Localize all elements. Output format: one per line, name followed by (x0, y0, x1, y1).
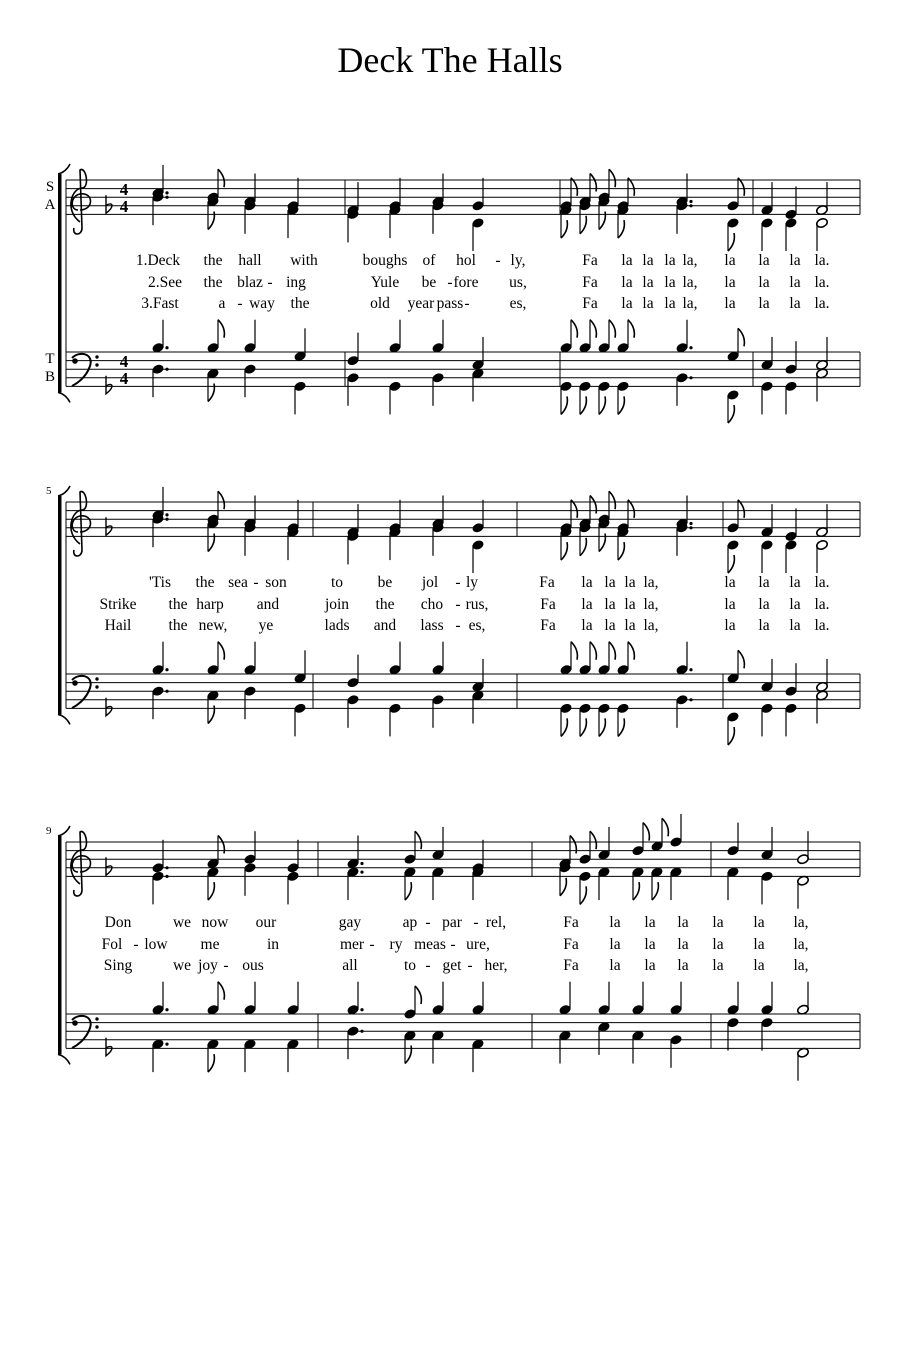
lyric-syllable: la (604, 617, 616, 634)
augmentation-dot (165, 196, 168, 199)
lyric-syllable: - (369, 936, 375, 953)
lyric-syllable: la (753, 936, 765, 953)
augmentation-dot (165, 668, 168, 671)
lyric-syllable: - (425, 957, 431, 974)
lyric-syllable: - (253, 574, 259, 591)
note-flag (415, 831, 421, 849)
note-flag (580, 216, 586, 234)
lyric-syllable: la (724, 574, 736, 591)
bass-clef-icon (72, 1020, 78, 1026)
lyric-syllable: the (290, 295, 310, 312)
lyric-syllable: - (450, 936, 456, 953)
lyric-syllable: - (473, 914, 479, 931)
lyric-syllable: a (218, 295, 226, 312)
lyric-syllable: gay (338, 914, 362, 931)
lyric-syllable: la (789, 617, 801, 634)
lyric-syllable: - (237, 295, 243, 312)
note-flag (628, 320, 634, 338)
augmentation-dot (360, 1008, 363, 1011)
lyric-syllable: la (609, 914, 621, 931)
lyric-syllable: year (407, 295, 435, 312)
lyric-syllable: Fa (582, 252, 598, 269)
lyric-syllable: la (758, 596, 770, 613)
lyric-syllable: la (664, 274, 676, 291)
augmentation-dot (360, 871, 363, 874)
lyric-syllable: la (621, 274, 633, 291)
lyric-syllable: la (789, 252, 801, 269)
lyric-syllable: hol (456, 252, 476, 269)
lyric-syllable: lass (420, 617, 444, 634)
music-system (45, 164, 860, 423)
lyric-syllable: ap (402, 914, 418, 931)
lyric-syllable: la (712, 914, 724, 931)
note-flag (590, 642, 596, 660)
lyric-syllable: Fa (563, 936, 579, 953)
augmentation-dot (689, 376, 692, 379)
lyric-syllable: Fa (540, 596, 556, 613)
lyric-syllable: la, (643, 596, 659, 613)
lyric-syllable: harp (196, 596, 224, 613)
lyric-syllable: la, (793, 957, 809, 974)
lyric-syllable: 3.Fast (141, 295, 179, 312)
lyric-syllable: Fol (101, 936, 123, 953)
note-flag (405, 882, 411, 900)
augmentation-dot (165, 1008, 168, 1011)
lyric-syllable: 2.See (147, 274, 183, 291)
lyric-syllable: our (255, 914, 277, 931)
flat-sign-icon (106, 376, 112, 394)
bracket-icon (58, 1054, 70, 1064)
lyric-syllable: la (724, 252, 736, 269)
voice-label: A (44, 197, 56, 213)
lyric-syllable: la, (793, 914, 809, 931)
lyric-syllable: la, (793, 936, 809, 953)
note-flag (628, 642, 634, 660)
note-flag (728, 405, 734, 423)
voice-label: B (44, 369, 56, 385)
voice-label: T (45, 351, 55, 367)
note-flag (633, 882, 639, 900)
lyric-syllable: the (203, 274, 223, 291)
note-flag (561, 718, 567, 736)
lyric-syllable: la (753, 914, 765, 931)
lyric-syllable: la (789, 295, 801, 312)
lyric-syllable: with (290, 252, 318, 269)
lyric-syllable: jol (421, 574, 439, 591)
augmentation-dot (689, 522, 692, 525)
bass-clef-icon (72, 680, 78, 686)
lyric-syllable: la (677, 914, 689, 931)
lyric-syllable: la (758, 274, 770, 291)
lyric-syllable: ure, (466, 936, 490, 953)
music-system (46, 485, 860, 745)
note-flag (618, 396, 624, 414)
bracket-icon (58, 836, 62, 1054)
lyric-syllable: la (724, 295, 736, 312)
note-flag (208, 1054, 214, 1072)
bass-clef-icon (95, 677, 98, 680)
lyric-syllable: 1.Deck (135, 252, 181, 269)
bracket-icon (58, 392, 70, 402)
lyric-syllable: la (677, 957, 689, 974)
note-flag (618, 220, 624, 238)
lyric-syllable: la (758, 252, 770, 269)
score-title: Deck The Halls (337, 40, 563, 80)
note-flag (580, 396, 586, 414)
lyric-syllable: la (644, 936, 656, 953)
lyric-syllable: la (581, 574, 593, 591)
lyric-syllable: me (200, 936, 220, 953)
lyric-syllable: her, (484, 957, 508, 974)
lyric-syllable: la (724, 274, 736, 291)
lyric-syllable: low (144, 936, 168, 953)
lyric-syllable: join (324, 596, 350, 613)
lyric-syllable: la (621, 252, 633, 269)
bracket-icon (58, 496, 62, 714)
lyric-syllable: la, (682, 274, 698, 291)
augmentation-dot (165, 875, 168, 878)
lyric-syllable: cho (420, 596, 444, 613)
music-system (46, 814, 860, 1081)
lyric-syllable: way (249, 295, 275, 312)
lyric-syllable: - (447, 274, 453, 291)
note-flag (609, 642, 615, 660)
lyric-syllable: we (172, 957, 192, 974)
flat-sign-icon (106, 1038, 112, 1056)
treble-clef-icon (71, 492, 91, 556)
flat-sign-icon (106, 517, 112, 535)
augmentation-dot (165, 513, 168, 516)
note-flag (738, 650, 744, 668)
bass-clef-icon (95, 1025, 98, 1028)
lyric-syllable: be (377, 574, 393, 591)
lyric-syllable: la (724, 596, 736, 613)
lyric-syllable: la (677, 936, 689, 953)
lyric-syllable: lads (324, 617, 350, 634)
measure-number: 9 (46, 825, 52, 837)
lyric-syllable: of (422, 252, 436, 269)
note-flag (618, 542, 624, 560)
measure-number: 5 (46, 485, 52, 497)
lyric-syllable: boughs (362, 252, 408, 269)
lyric-syllable: - (464, 295, 470, 312)
flat-sign-icon (106, 195, 112, 213)
lyric-syllable: es, (509, 295, 527, 312)
lyric-syllable: la (644, 957, 656, 974)
lyric-syllable: la. (814, 596, 830, 613)
lyric-syllable: la. (814, 295, 830, 312)
augmentation-dot (689, 526, 692, 529)
lyric-syllable: Yule (370, 274, 400, 291)
note-flag (571, 320, 577, 338)
lyric-syllable: the (195, 574, 215, 591)
augmentation-dot (165, 368, 168, 371)
lyric-syllable: la, (643, 617, 659, 634)
lyric-syllable: ye (258, 617, 274, 634)
lyric-syllable: la. (814, 274, 830, 291)
lyric-syllable: Fa (563, 914, 579, 931)
augmentation-dot (165, 690, 168, 693)
treble-clef-icon (71, 832, 91, 896)
lyric-syllable: - (455, 574, 461, 591)
note-flag (728, 555, 734, 573)
lyric-syllable: 'Tis (148, 574, 172, 591)
lyric-syllable: la (621, 295, 633, 312)
lyric-syllable: la (724, 617, 736, 634)
lyric-syllable: la (789, 596, 801, 613)
augmentation-dot (165, 191, 168, 194)
lyric-syllable: la (789, 274, 801, 291)
note-flag (599, 396, 605, 414)
treble-clef-icon (71, 170, 91, 234)
lyric-syllable: la (604, 574, 616, 591)
lyric-syllable: la (609, 936, 621, 953)
lyric-syllable: new, (198, 617, 228, 634)
lyric-syllable: - (495, 252, 501, 269)
lyric-syllable: Don (104, 914, 132, 931)
note-flag (643, 823, 649, 841)
augmentation-dot (689, 346, 692, 349)
lyric-syllable: la (712, 957, 724, 974)
lyric-syllable: mer (339, 936, 365, 953)
lyric-syllable: we (172, 914, 192, 931)
bracket-icon (58, 714, 70, 724)
lyric-syllable: la (642, 252, 654, 269)
augmentation-dot (689, 200, 692, 203)
augmentation-dot (165, 866, 168, 869)
augmentation-dot (689, 698, 692, 701)
lyric-syllable: Sing (103, 957, 133, 974)
note-flag (218, 491, 224, 509)
lyric-syllable: la (624, 574, 636, 591)
note-flag (218, 982, 224, 1000)
augmentation-dot (360, 862, 363, 865)
lyric-syllable: - (467, 957, 473, 974)
note-flag (728, 233, 734, 251)
note-flag (415, 986, 421, 1004)
flat-sign-icon (106, 857, 112, 875)
lyric-syllable: the (203, 252, 223, 269)
lyric-syllable: - (133, 936, 139, 953)
note-flag (561, 220, 567, 238)
note-flag (738, 328, 744, 346)
bass-clef-icon (95, 1017, 98, 1020)
lyric-syllable: - (223, 957, 229, 974)
note-flag (662, 818, 668, 836)
time-signature: 4 (119, 369, 129, 388)
bracket-icon (58, 826, 70, 836)
lyric-syllable: la, (643, 574, 659, 591)
note-flag (590, 831, 596, 849)
lyric-syllable: Fa (582, 274, 598, 291)
lyric-syllable: es, (468, 617, 486, 634)
lyric-syllable: la (581, 596, 593, 613)
lyric-syllable: la (664, 252, 676, 269)
note-flag (728, 727, 734, 745)
lyric-syllable: la (624, 596, 636, 613)
lyric-syllable: la (664, 295, 676, 312)
bass-clef-icon (95, 685, 98, 688)
lyric-syllable: la (604, 596, 616, 613)
lyric-syllable: la, (682, 252, 698, 269)
lyric-syllable: in (266, 936, 280, 953)
lyric-syllable: and (373, 617, 397, 634)
lyric-syllable: us, (509, 274, 527, 291)
note-flag (561, 542, 567, 560)
lyric-syllable: Fa (539, 574, 555, 591)
augmentation-dot (165, 518, 168, 521)
lyric-syllable: blaz (237, 274, 263, 291)
augmentation-dot (689, 668, 692, 671)
lyric-syllable: la (642, 274, 654, 291)
lyric-syllable: Fa (540, 617, 556, 634)
lyric-syllable: ous (242, 957, 264, 974)
note-flag (561, 396, 567, 414)
lyric-syllable: la. (814, 574, 830, 591)
lyric-syllable: Hail (104, 617, 132, 634)
lyric-syllable: rus, (465, 596, 489, 613)
lyric-syllable: the (168, 596, 188, 613)
lyric-syllable: la (758, 617, 770, 634)
note-flag (218, 169, 224, 187)
lyric-syllable: la (644, 914, 656, 931)
lyric-syllable: la. (814, 617, 830, 634)
augmentation-dot (689, 204, 692, 207)
augmentation-dot (360, 1030, 363, 1033)
lyric-syllable: la, (682, 295, 698, 312)
note-flag (609, 491, 615, 509)
lyric-syllable: la (789, 574, 801, 591)
lyric-syllable: la (609, 957, 621, 974)
lyric-syllable: la (758, 295, 770, 312)
lyric-syllable: hall (238, 252, 262, 269)
voice-label: S (45, 179, 55, 195)
lyric-syllable: rel, (485, 914, 507, 931)
lyric-syllable: ly, (510, 252, 526, 269)
note-flag (652, 882, 658, 900)
lyric-syllable: all (342, 957, 358, 974)
lyric-syllable: be (421, 274, 437, 291)
note-flag (609, 320, 615, 338)
note-flag (618, 718, 624, 736)
lyric-syllable: get (442, 957, 462, 974)
lyric-syllable: la (753, 957, 765, 974)
note-flag (560, 878, 566, 896)
lyric-syllable: Fa (563, 957, 579, 974)
lyric-syllable: and (256, 596, 280, 613)
lyric-syllable: la (758, 574, 770, 591)
bracket-icon (58, 486, 70, 496)
lyric-syllable: the (168, 617, 188, 634)
lyric-syllable: la (581, 617, 593, 634)
lyric-syllable: meas (414, 936, 446, 953)
lyric-syllable: ry (389, 936, 403, 953)
note-flag (571, 642, 577, 660)
lyric-syllable: ly (465, 574, 479, 591)
lyric-syllable: Fa (582, 295, 598, 312)
lyric-syllable: - (455, 617, 461, 634)
augmentation-dot (165, 1043, 168, 1046)
bracket-icon (58, 164, 70, 174)
note-flag (590, 320, 596, 338)
note-flag (599, 718, 605, 736)
lyric-syllable: to (403, 957, 417, 974)
bass-clef-icon (72, 358, 78, 364)
lyric-syllable: - (455, 596, 461, 613)
flat-sign-icon (106, 698, 112, 716)
time-signature: 4 (119, 352, 129, 371)
lyric-syllable: pass (436, 295, 464, 312)
lyric-syllable: ing (286, 274, 306, 291)
lyric-syllable: fore (453, 274, 479, 291)
lyric-syllable: the (375, 596, 395, 613)
lyric-syllable: - (267, 274, 273, 291)
lyric-syllable: son (265, 574, 287, 591)
note-flag (580, 718, 586, 736)
time-signature: 4 (119, 180, 129, 199)
augmentation-dot (165, 346, 168, 349)
lyric-syllable: old (370, 295, 390, 312)
note-flag (208, 882, 214, 900)
lyric-syllable: joy (198, 957, 218, 974)
lyric-syllable: la (642, 295, 654, 312)
lyric-syllable: to (330, 574, 344, 591)
lyric-syllable: sea (228, 574, 248, 591)
note-flag (218, 642, 224, 660)
time-signature: 4 (119, 197, 129, 216)
note-flag (218, 320, 224, 338)
lyric-syllable: Strike (99, 596, 137, 613)
lyric-syllable: now (201, 914, 229, 931)
lyric-syllable: par (442, 914, 462, 931)
note-flag (580, 538, 586, 556)
lyric-syllable: - (425, 914, 431, 931)
bracket-icon (58, 174, 62, 392)
lyric-syllable: la (712, 936, 724, 953)
note-flag (609, 169, 615, 187)
note-flag (580, 886, 586, 904)
bass-clef-icon (95, 355, 98, 358)
bass-clef-icon (95, 363, 98, 366)
lyric-syllable: la (624, 617, 636, 634)
lyric-syllable: la. (814, 252, 830, 269)
